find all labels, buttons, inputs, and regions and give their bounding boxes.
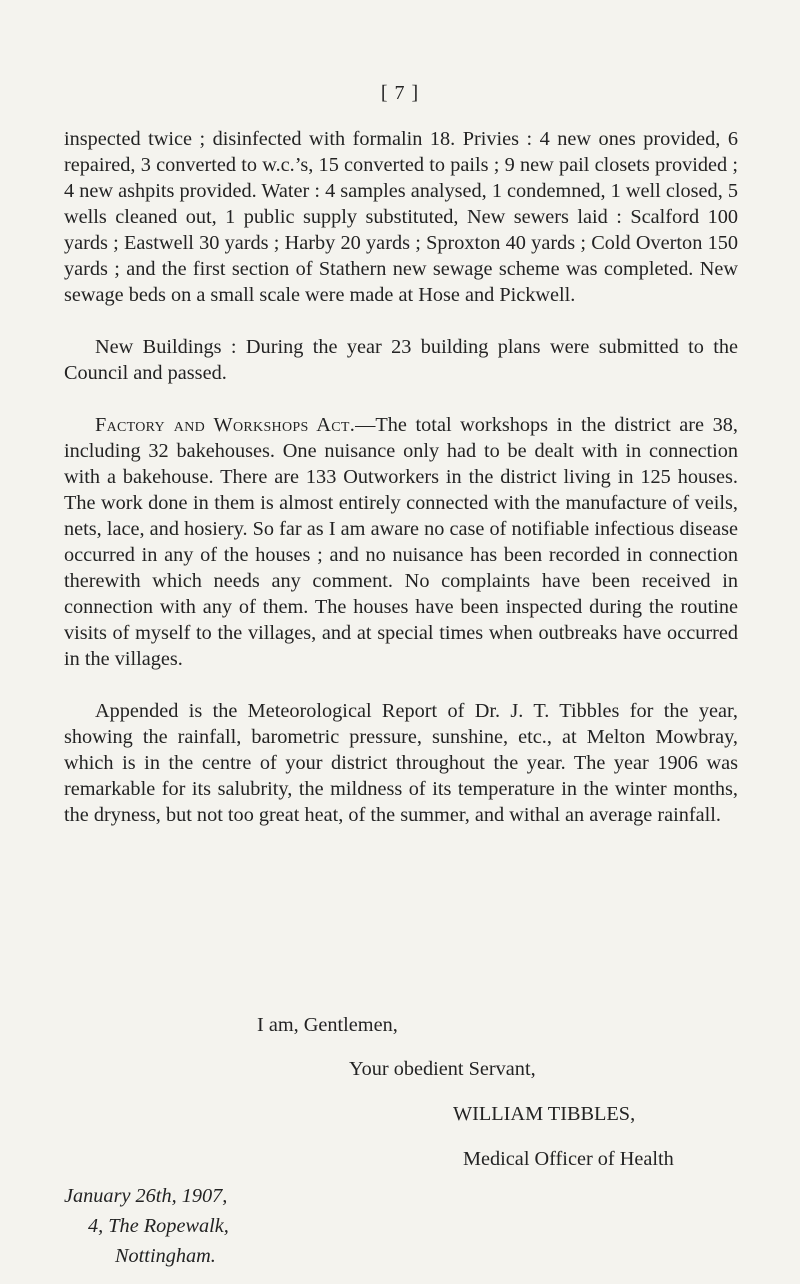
letter-date: January 26th, 1907, [64, 1185, 228, 1207]
signatory-title: Medical Officer of Health [463, 1148, 674, 1170]
paragraph-new-buildings: New Buildings : During the year 23 building plans were submitted to the Council and passed. [64, 336, 738, 384]
paragraph-meteorological: Appended is the Meteorological Report of Dr. J. T. Tibbles for the year, showing the rainfall, barometric pressure, sunshine, etc., at Melton Mowbray, which is in the centre of your district throughout the year. The year 1906 was remarkable for its salubrity, the mildness of its temperature in the winter months, the dryness, but not too great heat, of the summer, and withal an average rainfall. [64, 700, 738, 826]
report-body [64, 126, 738, 828]
paragraph-factory-workshops [64, 412, 738, 672]
page-number: [ 7 ] [380, 82, 420, 104]
address-city: Nottingham. [115, 1245, 216, 1267]
complimentary-close: Your obedient Servant, [349, 1058, 536, 1080]
factory-act-heading: Factory and Workshops Act. [95, 414, 356, 436]
signatory-name: WILLIAM TIBBLES, [453, 1103, 636, 1125]
factory-act-text: —The total workshops in the district are 38, including 32 bakehouses. One nuisance only had to be dealt with in connection with a bakehouse. There are 133 Outworkers in the district living in 125 houses. The work done in them is almost entirely connected with the manufacture of veils, nets, lace, and hosiery. So far as I am aware no case of notifiable infectious disease occurred in any of the houses ; and no nuisance has been recorded in connection therewith which needs any comment. No complaints have been received in connection with any of them. The houses have been inspected during the routine visits of myself to the villages, and at special times when outbreaks have occurred in the villages. [64, 414, 738, 670]
salutation: I am, Gentlemen, [257, 1014, 398, 1036]
address-street: 4, The Ropewalk, [88, 1215, 229, 1237]
paragraph-sanitary-works: inspected twice ; disinfected with formalin 18. Privies : 4 new ones provided, 6 repaired, 3 converted to w.c.’s, 15 converted to pails ; 9 new pail closets provided ; 4 new ashpits provided. Water : 4 samples analysed, 1 condemned, 1 well closed, 5 wells cleaned out, 1 public supply substituted, New sewers laid : Scalford 100 yards ; Eastwell 30 yards ; Harby 20 yards ; Sproxton 40 yards ; Cold Overton 150 yards ; and the first section of Stathern new sewage scheme was completed. New sewage beds on a small scale were made at Hose and Pickwell. [64, 128, 738, 306]
